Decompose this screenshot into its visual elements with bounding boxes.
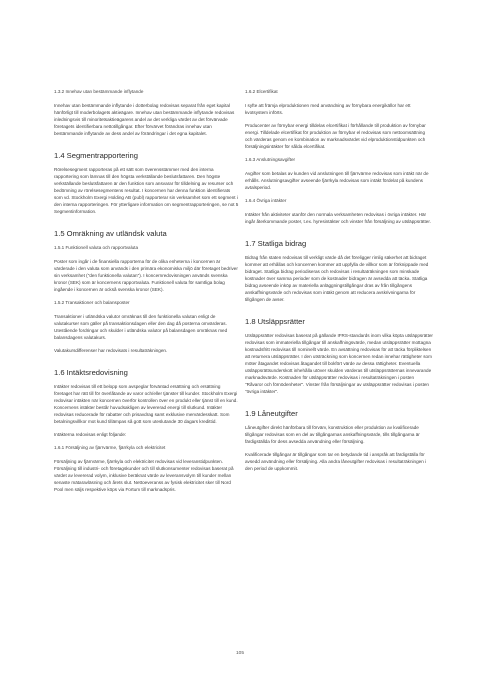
paragraph-1-5-2b: Valutakursdifferenser har redovisats i resultaträkningen.: [54, 348, 168, 353]
subheading-1-6-4: 1.6.4 Övriga intäkter: [245, 198, 287, 203]
paragraph-1-4: Rörelsesegment rapporteras på ett sätt som överensstämmer med den interna rapportering som lämnas till den högsta verkställande beslutsfattaren. Den högste verkställande beslutsfattaren är den funktion som ansvarar för tilldelning av resurser och bedömning av rörelsesegmentens resultat. I koncernen har denna funktion identifierats som vd. Stockholm Exergi Holding AB (publ) rapporterar sin verksamhet som ett segment i den interna rapporteringen. För ytterligare information om segmentrapporteringen, se not 5 Segmentinformation.: [54, 167, 239, 214]
subheading-1-3-2: 1.3.2 Innehav utan bestämmande inflytande: [54, 89, 144, 94]
paragraph-1-6-4: Intäkter från aktiviteter utanför den normala verksamheten redovisas i övriga intäkter. Här ingår återkommande poster, t.ex. hyresintäkter och vinster från försäljning av utsläppsrätter.: [245, 212, 431, 224]
paragraph-1-6-3: Avgifter som betalas av kunden vid anslutningen till fjärrvärme redovisas som intäkt när de erhålls. Anslutningsavgifter avseende fjärrkyla redovisas som intäkt fördelat på kundens avtalsperiod.: [245, 171, 429, 190]
page-number: 105: [235, 651, 244, 656]
subheading-1-5-1: 1.5.1 Funktionell valuta och rapportvaluta: [54, 245, 139, 250]
subheading-1-6-3: 1.6.3 Anslutningsavgifter: [245, 157, 296, 162]
heading-1-9: 1.9 Låneutgifter: [245, 409, 298, 418]
paragraph-1-6-1: Försäljning av fjärrvärme, fjärrkyla och elektricitet redovisas vid leveranstidpunkten. Försäljning till industri- och företagskunder och till slutkonsumenter redovisas baserat på värdet av levererad volym, inklusive beräknat värde av leveransvolym till kunder mellan senaste mätaravläsning och årets slut. Nettoeveranss av fysisk elektricitet sker till Nord Pool men säljs respektive köps via Fortum till marknadspris.: [54, 459, 234, 492]
paragraph-1-5-2a: Transaktioner i utländska valutor omräknas till den funktionella valutan enligt de valutakurser som gäller på transaktionsdagen eller den dag då posterna omvärderas. Utestående fordringar och skulder i utländska valutor på balansdagen omräknas med balansdagens valutakurs.: [54, 314, 228, 340]
heading-1-8: 1.8 Utsläppsrätter: [245, 317, 305, 326]
right-column: [245, 88, 433, 478]
subheading-1-6-1: 1.6.1 Försäljning av fjärrvärme, fjärrkyla och elektricitet: [54, 445, 166, 450]
paragraph-1-6-list-intro: Intäkterna redovisas enligt följande:: [54, 432, 127, 437]
heading-1-6: 1.6 Intäktsredovisning: [54, 368, 128, 377]
paragraph-1-5-1: Poster som ingår i de finansiella rapporterna för de olika enheterna i koncernen är värderade i den valuta som används i den primära ekonomiska miljö där företaget bedriver sin verksamhet ("den funktionella valutan"). I koncernredovisningen används svenska kronor (SEK) som är koncernens rapportvaluta. Funktionell valuta för samtliga bolag ingående i koncernen är också svenska kronor (SEK).: [54, 259, 238, 292]
paragraph-1-9a: Låneutgifter direkt hänförbara till förvärv, konstruktion eller produktion av kvalificerade tillgångar redovisas som en del av tillgångarnas anskaffningsvärde, tills tillgångarna är färdigställda för dess avsedda användning eller försäljning.: [245, 425, 420, 444]
paragraph-1-7: Bidrag från staten redovisas till verkligt värde då det föreligger rimlig säkerhet att bidraget kommer att erhållas och koncernen kommer att uppfylla de villkor som är förknippade med bidraget. Statliga bidrag periodiseras och redovisas i resultaträkningen som minskade kostnader över samma perioder som de kostnader bidragen är avsedda att täcka. Statliga bidrag avseende inköp av materiella anläggningstillgångar dras av från tillgångens anskaffningsvärde och redovisas som intäkt genom att reducera avskrivningarna för tillgången de avser.: [245, 255, 429, 302]
paragraph-1-6: Intäkter redovisas till ett belopp som avspeglar förväntad ersättning och ersättning företaget har rätt till för överlåtande av varor och/eller tjänster till kunder. Stockholm Exergi redovisar intäkten när koncernen överför kontrollen över en produkt eller tjänst till en kund. Koncernens intäkter består huvudsakligen av levererad energi till slutkund. Intäkter redovisas reducerade för rabatter och prisavdrag samt exklusive mervärdesskatt. Som betalningsvillkor mot kund tillämpas så gott som uteslutande 30 dagars kredittid.: [54, 384, 238, 424]
heading-1-5: 1.5 Omräkning av utländsk valuta: [54, 229, 167, 238]
heading-1-7: 1.7 Statliga bidrag: [245, 239, 307, 248]
heading-1-4: 1.4 Segmentrapportering: [54, 151, 139, 160]
paragraph-1-3-2: Innehav utan bestämmande inflytande i dotterbolag redovisas separat från eget kapital hänförligt till moderbolagets aktieägare. Innehav utan bestämmande inflytande redovisas inledningsvis till minoritetsaktieägarens andel av det verkliga värdet av det förvärvade företagets identifierbara nettotillgångar. Efter förvärvet förändras innehav utan bestämmande inflytande av dess andel av förändringar i det egna kapitalet.: [54, 103, 235, 136]
paragraph-1-6-2a: I syfte att främja elproduktionen med användning av förnybara energikällor har ett kvotsystem införts.: [245, 103, 411, 115]
subheading-1-6-2: 1.6.2 Elcertifikat: [245, 89, 278, 94]
paragraph-1-8: Utsläppsrätter redovisas baserat på gällande IFRS-standards inom vilka köpta utsläppsrätter redovisas som immateriella tillgångar till anskaffningsvärde, medan utsläppsrätter mottagna kostnadsfritt redovisas till nominellt värde. En avsättning redovisas för att täcka förpliktelsen att returnera utsläppsrätter. I den utsträckning som koncernen redan innehar rättigheter som möter åtagandet redovisas åtagandet till bokfört värde av dessa rättigheter. Eventuella utsläppsrättsunderskott inhehålla utöver skulden värderas till utsläppsrätternas innevarande marknadsvärde. Kostnaden för utsläppsrätter redovisas i resultaträkningen i posten "Råvaror och förnödenheter". Vinster från försäljningar av utsläppsrätter redovisas i posten "övriga intäkter".: [245, 333, 433, 394]
left-column: [54, 88, 239, 499]
paragraph-1-6-2b: Producenter av förnybar energi tilldelas elcertifikat i förhållande till produktion av förnybar energi. Tilldelade elcertifikat för produktion av förnybar el redovisas som nettoomsättning och värderas genom en kombination av marknadsvärdet vid elproduktionstidpunkten och försäljningsintäkter för sålda elcertifikat.: [245, 123, 426, 149]
subheading-1-5-2: 1.5.2 Transaktioner och balansposter: [54, 300, 130, 305]
paragraph-1-9b: Kvalificerade tillgångar är tillgångar som tar en betydande tid i anspråk att färdigställa för avsedd användning eller försäljning. Alla andra låneutgifter redovisas i resultaträkningen i den period de uppkommit.: [245, 452, 427, 471]
